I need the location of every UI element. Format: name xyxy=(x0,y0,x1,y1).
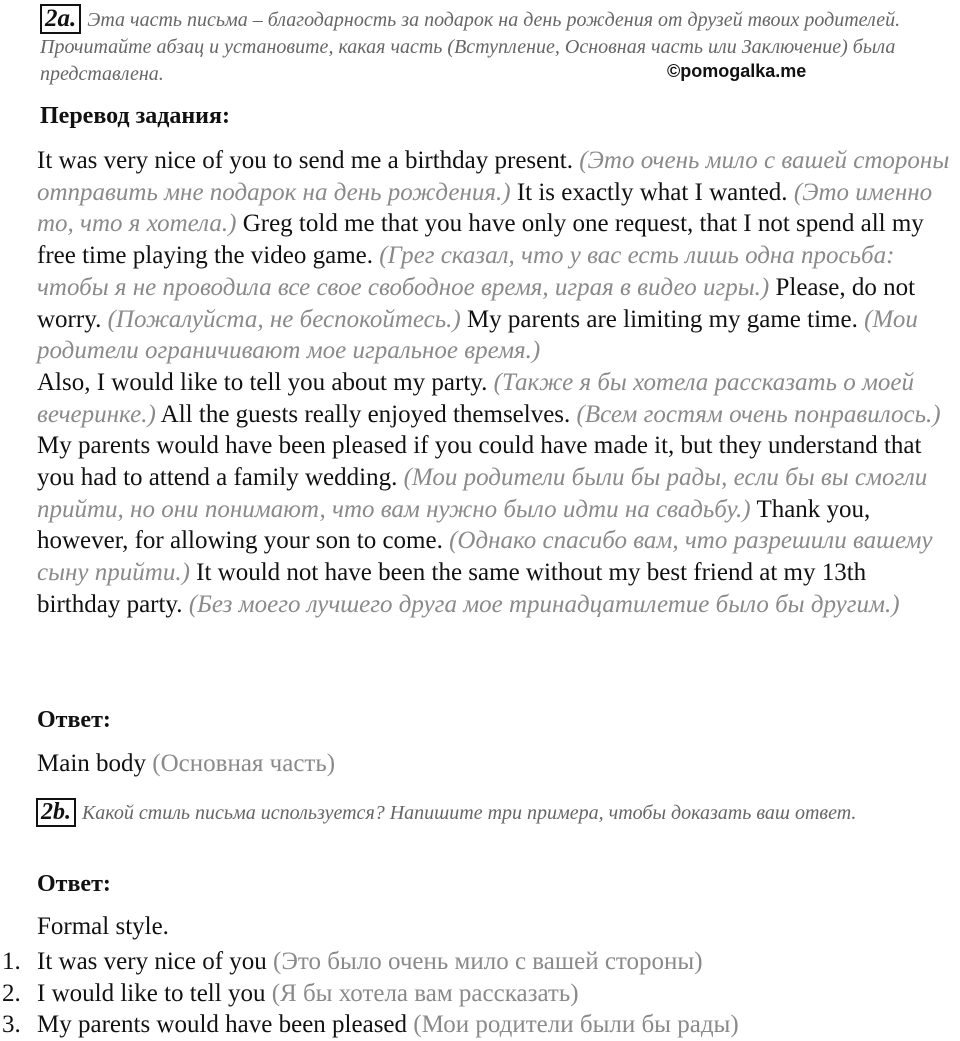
answer-1-en: Main body xyxy=(37,750,147,777)
sentence-ru: (Это очень мило с вашей стороны отправить мне подарок на день рождения.) xyxy=(37,147,950,206)
sentence-ru: (Всем гостям очень понравилось.) xyxy=(576,400,941,428)
sentence-en: Thank you, however, for allowing your son to come. xyxy=(37,495,871,555)
sentence-en: It was very nice of you to send me a birthday present. xyxy=(37,147,573,174)
letter-translation xyxy=(37,145,953,621)
sentence-en: It is exactly what I wanted. xyxy=(516,178,788,206)
list-number: 3. xyxy=(2,1011,21,1039)
sentence-en: All the guests really enjoyed themselves. xyxy=(160,400,571,428)
example-ru: (Я бы хотела вам рассказать) xyxy=(271,979,579,1007)
task-2b-text: Какой стиль письма используется? Напишите три примера, чтобы доказать ваш ответ. xyxy=(82,802,857,824)
example-ru: (Мои родители были бы рады) xyxy=(413,1011,739,1039)
answer-1 xyxy=(37,750,335,778)
sentence-en: Please, do not worry. xyxy=(37,273,916,333)
sentence-en: My parents would have been pleased if you could have made it, but they understand that you had to attend a family wedding. xyxy=(37,432,922,492)
example-en: My parents would have been pleased xyxy=(37,1011,408,1039)
task-2a-text: Эта часть письма – благодарность за подарок на день рождения от друзей твоих родителей. Прочитайте абзац и установите, какая часть (Вступление, Основная часть или Заключение) была представлена. xyxy=(40,9,901,86)
style-answer: Formal style. xyxy=(37,913,169,940)
answer-heading-2: Ответ: xyxy=(37,871,111,897)
example-en: It was very nice of you xyxy=(37,948,267,975)
task-2b-label: 2b. xyxy=(36,798,76,827)
sentence-ru: (Это именно то, что я хотела.) xyxy=(37,178,933,238)
sentence-ru: (Мои родители ограничивают мое игральное время.) xyxy=(37,305,918,365)
list-item xyxy=(0,1009,739,1041)
paragraph-2 xyxy=(37,367,953,621)
example-ru: (Это было очень мило с вашей стороны) xyxy=(273,948,703,975)
watermark: ©pomogalka.me xyxy=(667,61,807,81)
list-number: 1. xyxy=(2,948,21,975)
sentence-ru: (Грег сказал, что у вас есть лишь одна просьба: чтобы я не проводила все свое свободное время, играя в видео игры.) xyxy=(37,242,895,301)
examples-list xyxy=(0,946,739,1041)
sentence-ru: (Мои родители были бы рады, если бы вы смогли прийти, но они понимают, что вам нужно было идти на свадьбу.) xyxy=(37,464,928,523)
sentence-ru: (Без моего лучшего друга мое тринадцатилетие было бы другим.) xyxy=(188,590,900,618)
list-number: 2. xyxy=(2,979,21,1007)
paragraph-1 xyxy=(37,145,953,367)
task-2a-instruction xyxy=(40,4,945,88)
task-2b-instruction xyxy=(36,798,941,828)
answer-heading-1: Ответ: xyxy=(37,707,111,733)
sentence-ru: (Пожалуйста, не беспокойтесь.) xyxy=(107,305,461,333)
answer-1-ru: (Основная часть) xyxy=(152,750,336,777)
list-item xyxy=(0,946,739,978)
example-en: I would like to tell you xyxy=(37,979,266,1007)
sentence-en: It would not have been the same without my best friend at my 13th birthday party. xyxy=(37,559,867,618)
sentence-ru: (Также я бы хотела рассказать о моей вечеринке.) xyxy=(37,368,915,428)
task-2a-label: 2a. xyxy=(40,4,81,34)
list-item xyxy=(0,978,739,1010)
sentence-ru: (Однако спасибо вам, что разрешили вашему сыну прийти.) xyxy=(37,527,933,587)
sentence-en: Also, I would like to tell you about my party. xyxy=(37,368,488,396)
sentence-en: My parents are limiting my game time. xyxy=(466,305,858,333)
translation-heading: Перевод задания: xyxy=(40,103,230,129)
sentence-en: Greg told me that you have only one request, that I not spend all my free time playing the video game. xyxy=(37,210,924,270)
